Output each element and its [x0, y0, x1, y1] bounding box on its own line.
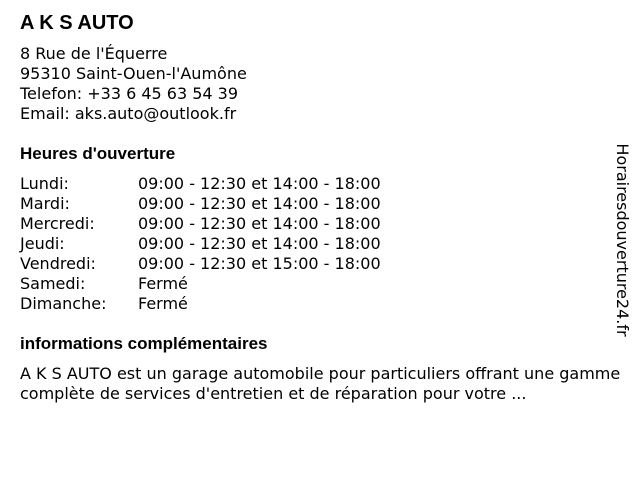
hours-value: Fermé: [138, 294, 188, 313]
city-postcode: 95310 Saint-Ouen-l'Aumône: [20, 64, 247, 83]
street-address: 8 Rue de l'Équerre: [20, 44, 168, 63]
hours-value: 09:00 - 12:30 et 15:00 - 18:00: [138, 254, 381, 273]
business-description: A K S AUTO est un garage automobile pour particuliers offrant une gamme complète de services d'entretien et de réparation pour votre ...: [20, 364, 621, 403]
site-watermark: Horairesdouverture24.fr: [613, 143, 632, 337]
day-label: Dimanche:: [20, 294, 107, 313]
hours-value: 09:00 - 12:30 et 14:00 - 18:00: [138, 234, 381, 253]
day-label: Samedi:: [20, 274, 86, 293]
hours-value: 09:00 - 12:30 et 14:00 - 18:00: [138, 214, 381, 233]
day-label: Mardi:: [20, 194, 70, 213]
phone-number: Telefon: +33 6 45 63 54 39: [20, 84, 239, 103]
opening-hours-heading: Heures d'ouverture: [20, 144, 176, 163]
email-address: Email: aks.auto@outlook.fr: [20, 104, 237, 123]
contact-block: [20, 44, 247, 124]
additional-info-heading: informations complémentaires: [20, 334, 268, 353]
hours-value: 09:00 - 12:30 et 14:00 - 18:00: [138, 194, 381, 213]
business-name: A K S AUTO: [20, 12, 134, 34]
day-label: Vendredi:: [20, 254, 96, 273]
hours-value: Fermé: [138, 274, 188, 293]
day-label: Mercredi:: [20, 214, 95, 233]
day-label: Lundi:: [20, 174, 69, 193]
day-label: Jeudi:: [20, 234, 65, 253]
hours-value: 09:00 - 12:30 et 14:00 - 18:00: [138, 174, 381, 193]
